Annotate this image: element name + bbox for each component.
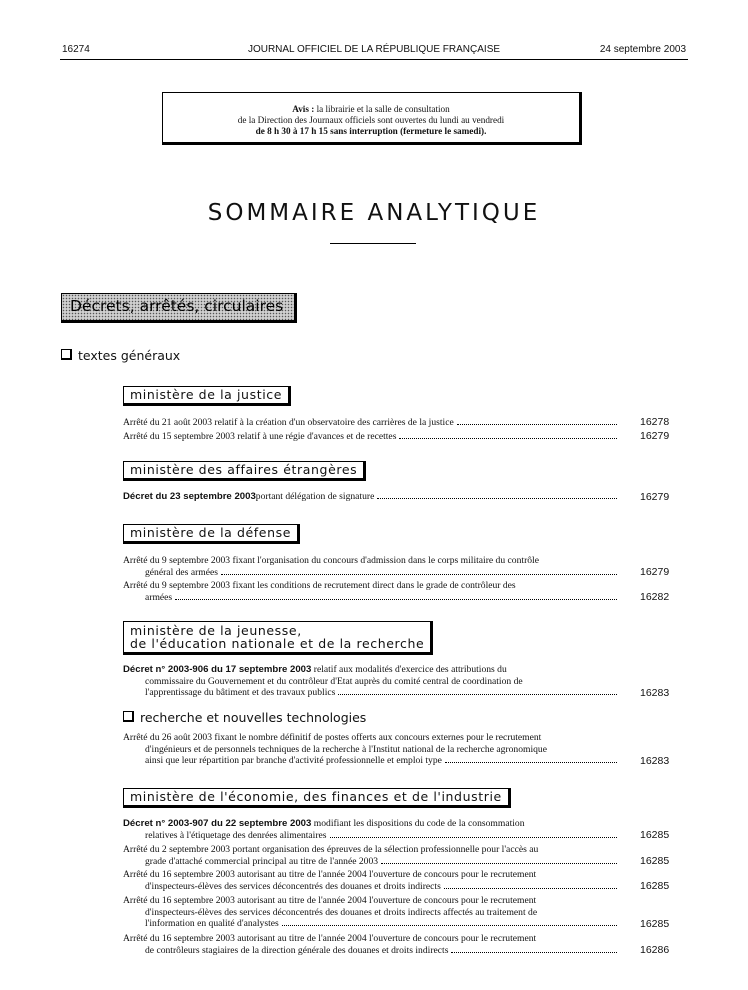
dot-leader (282, 925, 617, 926)
entry-foreign-1 (123, 491, 620, 503)
page-ref: 16282 (640, 591, 670, 603)
entry-economy-5 (123, 933, 620, 956)
entry-continuation: armées (145, 591, 173, 603)
entry-defense-2 (123, 580, 620, 603)
page-ref: 16279 (640, 430, 670, 442)
checkbox-square-icon (123, 711, 134, 722)
page-ref: 16285 (640, 880, 670, 892)
ministry-defense-box: ministère de la défense (123, 524, 300, 544)
entry-text: portant délégation de signature (255, 491, 375, 502)
ministry-economy-box: ministère de l'économie, des finances et de l'industrie (123, 788, 511, 808)
entry-continuation: d'inspecteurs-élèves des services déconcentrés des douanes et droits indirects affectés au traitement de (145, 906, 538, 918)
entry-continuation: l'information en qualité d'analystes (145, 918, 279, 929)
entry-justice-2 (123, 431, 620, 443)
entry-text: Arrêté du 9 septembre 2003 fixant les conditions de recrutement direct dans le grade de contrôleur des (123, 580, 516, 591)
entry-research-1 (123, 732, 620, 767)
header-rule (60, 59, 688, 60)
entry-text: relatif aux modalités d'exercice des attributions du (311, 664, 507, 675)
journal-title: JOURNAL OFFICIEL DE LA RÉPUBLIQUE FRANÇAISE (247, 44, 501, 55)
page-ref: 16285 (640, 829, 670, 841)
entry-defense-1 (123, 555, 620, 578)
notice-line-1: la librairie et la salle de consultation (314, 104, 450, 114)
entry-economy-4 (123, 895, 620, 930)
ministry-education-line-1: ministère de la jeunesse, (130, 623, 302, 638)
entry-text: Arrêté du 16 septembre 2003 autorisant au titre de l'année 2004 l'ouverture de concours pour le recrutement (123, 933, 537, 944)
entry-text: Arrêté du 16 septembre 2003 autorisant au titre de l'année 2004 l'ouverture de concours pour le recrutement (123, 895, 537, 906)
entry-continuation: grade d'attaché commercial principal au titre de l'année 2003 (145, 855, 379, 867)
dot-leader (338, 694, 617, 695)
ministry-foreign-affairs-box: ministère des affaires étrangères (123, 461, 366, 481)
entry-justice-1 (123, 417, 620, 429)
entry-continuation: d'inspecteurs-élèves des services déconcentrés des douanes et droits indirects (145, 880, 441, 892)
dot-leader (330, 837, 617, 838)
subsection-research (123, 710, 366, 725)
page-ref: 16283 (640, 755, 670, 767)
dot-leader (444, 888, 617, 889)
checkbox-square-icon (61, 349, 72, 360)
subsection-general (61, 348, 180, 363)
dot-leader (399, 438, 617, 439)
entry-text: Arrêté du 21 août 2003 relatif à la création d'un observatoire des carrières de la justice (123, 417, 454, 428)
entry-continuation: général des armées (145, 566, 218, 578)
page-ref: 16285 (640, 918, 670, 930)
notice-label: Avis : (292, 104, 315, 114)
page-title: SOMMAIRE ANALYTIQUE (207, 200, 541, 226)
dot-leader (451, 952, 617, 953)
entry-text: Arrêté du 15 septembre 2003 relatif à une régie d'avances et de recettes (123, 431, 397, 442)
page-ref: 16279 (640, 491, 670, 503)
dot-leader (175, 599, 617, 600)
dot-leader (377, 498, 617, 499)
entry-text: Arrêté du 16 septembre 2003 autorisant au titre de l'année 2004 l'ouverture de concours pour le recrutement (123, 869, 537, 880)
ministry-justice-box: ministère de la justice (123, 386, 291, 406)
entry-economy-2 (123, 844, 620, 867)
entry-text: Arrêté du 2 septembre 2003 portant organisation des épreuves de la sélection professionnelle pour l'accès au (123, 844, 539, 855)
page-ref: 16283 (640, 687, 670, 699)
notice-line-3: de 8 h 30 à 17 h 15 sans interruption (fermeture le samedi). (255, 126, 487, 136)
entry-economy-3 (123, 869, 620, 892)
notice-line-2: de la Direction des Journaux officiels sont ouvertes du lundi au vendredi (237, 115, 505, 125)
entry-continuation: l'apprentissage du bâtiment et des travaux publics (145, 687, 336, 698)
page-ref: 16278 (640, 416, 670, 428)
entry-economy-1 (123, 818, 620, 841)
entry-prefix: Décret n° 2003-907 du 22 septembre 2003 (123, 818, 312, 829)
publication-date: 24 septembre 2003 (599, 44, 686, 55)
entry-text: Arrêté du 9 septembre 2003 fixant l'organisation du concours d'admission dans le corps militaire du contrôle (123, 555, 539, 566)
title-rule (330, 243, 416, 244)
entry-continuation: commissaire du Gouvernement et du contrôleur d'Etat auprès du comité central de coordination de (145, 675, 523, 687)
entry-education-1 (123, 664, 620, 699)
entry-prefix: Décret du 23 septembre 2003 (123, 491, 256, 502)
entry-prefix: Décret n° 2003-906 du 17 septembre 2003 (123, 664, 312, 675)
page-ref: 16279 (640, 566, 670, 578)
entry-text: Arrêté du 26 août 2003 fixant le nombre définitif de postes offerts aux concours externes pour le recrutement (123, 732, 542, 743)
entry-continuation: d'ingénieurs et de personnels techniques de la recherche à l'Institut national de la recherche agronomique (145, 743, 547, 755)
entry-continuation: de contrôleurs stagiaires de la direction générale des douanes et droits indirects (145, 944, 449, 956)
dot-leader (221, 574, 617, 575)
ministry-education-line-2: de l'éducation nationale et de la recherche (130, 636, 425, 651)
dot-leader (381, 863, 617, 864)
dot-leader (445, 762, 617, 763)
subsection-research-label: recherche et nouvelles technologies (140, 710, 367, 725)
section-label: Décrets, arrêtés, circulaires (61, 293, 297, 323)
ministry-education-box (123, 621, 433, 655)
opening-hours-notice (162, 92, 582, 145)
subsection-general-label: textes généraux (78, 348, 181, 363)
entry-text: modifiant les dispositions du code de la consommation (311, 818, 525, 829)
entry-continuation: relatives à l'étiquetage des denrées alimentaires (145, 829, 327, 841)
page-ref: 16285 (640, 855, 670, 867)
page-ref: 16286 (640, 944, 670, 956)
page-number: 16274 (62, 44, 90, 55)
entry-continuation: ainsi que leur répartition par branche d'activité professionnelle et emploi type (145, 755, 442, 766)
dot-leader (457, 424, 617, 425)
